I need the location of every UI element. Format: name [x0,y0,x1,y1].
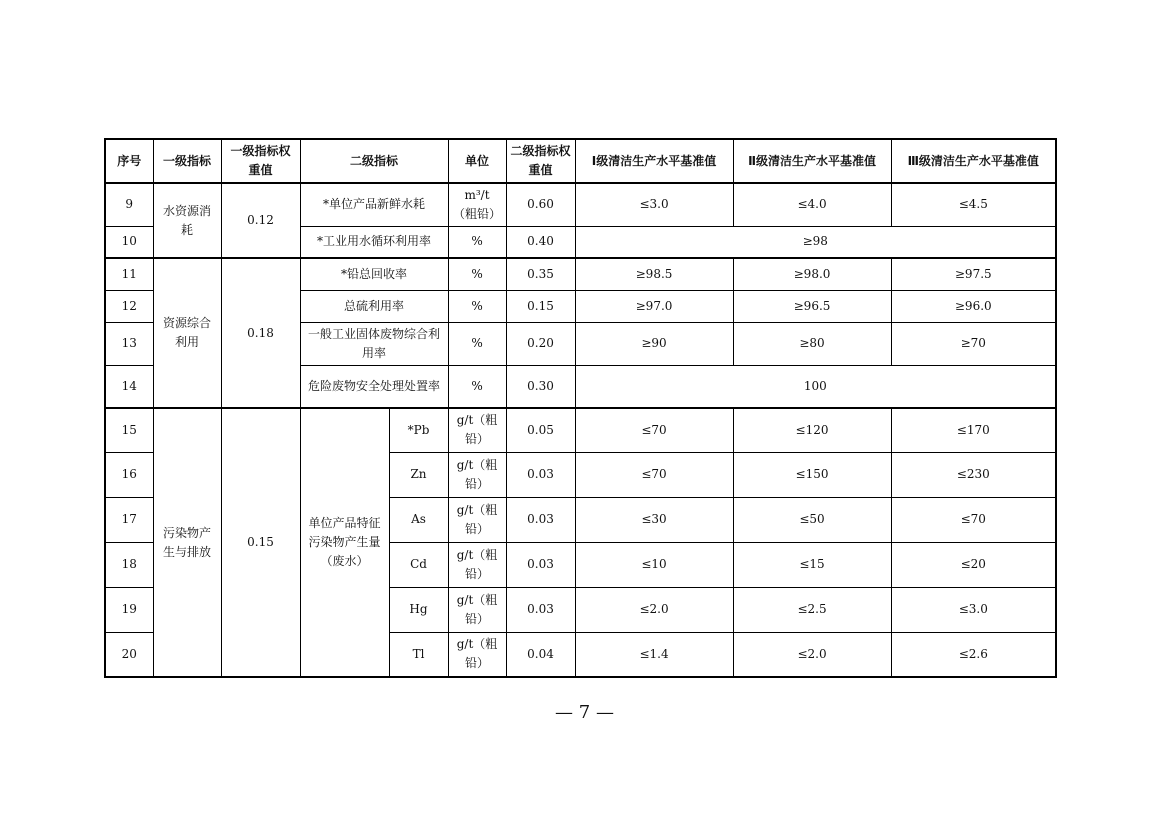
clean-production-indicator-table [104,138,1057,678]
grade3-value: ≤230 [891,452,1056,497]
row-seq: 19 [105,587,153,632]
grade1-value: ≤30 [575,497,733,542]
grade2-value: ≤2.0 [733,632,891,677]
row-seq: 17 [105,497,153,542]
grade1-value: ≥98.5 [575,258,733,290]
grade1-value: ≤1.4 [575,632,733,677]
group-water-consumption [105,183,1056,258]
header-level1-weight: 一级指标权重值 [221,139,300,183]
unit-cell: % [448,290,506,322]
row-seq: 13 [105,322,153,365]
level2-indicator: *工业用水循环利用率 [300,226,448,258]
unit-cell: g/t（粗铅） [448,632,506,677]
table-row [105,183,1056,226]
level2-weight: 0.05 [506,408,575,452]
group-resource-utilization [105,258,1056,408]
unit-cell: % [448,226,506,258]
row-seq: 11 [105,258,153,290]
merged-grade-value: 100 [575,365,1056,408]
unit-cell: g/t（粗铅） [448,587,506,632]
unit-cell: % [448,322,506,365]
level2-weight: 0.35 [506,258,575,290]
grade1-value: ≤70 [575,452,733,497]
level2-indicator: 总硫利用率 [300,290,448,322]
grade2-value: ≤150 [733,452,891,497]
header-grade2: Ⅱ级清洁生产水平基准值 [733,139,891,183]
pollutant-name: Hg [389,587,448,632]
row-seq: 15 [105,408,153,452]
grade3-value: ≤2.6 [891,632,1056,677]
grade3-value: ≤3.0 [891,587,1056,632]
header-row [105,139,1056,183]
level2-indicator: 单位产品特征污染物产生量（废水） [300,408,389,677]
grade1-value: ≤10 [575,542,733,587]
unit-cell: g/t（粗铅） [448,497,506,542]
header-grade3: Ⅲ级清洁生产水平基准值 [891,139,1056,183]
level2-weight: 0.03 [506,497,575,542]
grade1-value: ≤3.0 [575,183,733,226]
grade3-value: ≤4.5 [891,183,1056,226]
level2-indicator: *铅总回收率 [300,258,448,290]
unit-cell: % [448,365,506,408]
grade2-value: ≤50 [733,497,891,542]
page-number: — 7 — [555,702,614,723]
row-seq: 10 [105,226,153,258]
unit-cell: g/t（粗铅） [448,408,506,452]
level1-weight: 0.15 [221,408,300,677]
pollutant-name: Tl [389,632,448,677]
grade2-value: ≤15 [733,542,891,587]
unit-cell: % [448,258,506,290]
pollutant-name: As [389,497,448,542]
grade3-value: ≥97.5 [891,258,1056,290]
grade3-value: ≥70 [891,322,1056,365]
merged-grade-value: ≥98 [575,226,1056,258]
pollutant-name: *Pb [389,408,448,452]
grade2-value: ≥98.0 [733,258,891,290]
row-seq: 9 [105,183,153,226]
grade1-value: ≤70 [575,408,733,452]
level2-indicator: 一般工业固体废物综合利用率 [300,322,448,365]
header-seq: 序号 [105,139,153,183]
grade3-value: ≥96.0 [891,290,1056,322]
level1-indicator: 水资源消耗 [153,183,221,258]
grade1-value: ≥90 [575,322,733,365]
table-row [105,258,1056,290]
header-level2: 二级指标 [300,139,448,183]
row-seq: 12 [105,290,153,322]
level2-weight: 0.04 [506,632,575,677]
level2-indicator: 危险废物安全处理处置率 [300,365,448,408]
row-seq: 16 [105,452,153,497]
row-seq: 14 [105,365,153,408]
grade2-value: ≥80 [733,322,891,365]
grade3-value: ≤170 [891,408,1056,452]
grade2-value: ≥96.5 [733,290,891,322]
pollutant-name: Zn [389,452,448,497]
unit-cell: g/t（粗铅） [448,542,506,587]
header-unit: 单位 [448,139,506,183]
level2-indicator: *单位产品新鲜水耗 [300,183,448,226]
level2-weight: 0.30 [506,365,575,408]
grade3-value: ≤20 [891,542,1056,587]
level2-weight: 0.03 [506,587,575,632]
unit-cell: m³/t（粗铅） [448,183,506,226]
row-seq: 18 [105,542,153,587]
header-grade1: Ⅰ级清洁生产水平基准值 [575,139,733,183]
level1-indicator: 污染物产生与排放 [153,408,221,677]
level2-weight: 0.60 [506,183,575,226]
level2-weight: 0.15 [506,290,575,322]
level2-weight: 0.03 [506,452,575,497]
group-pollutant-emission [105,408,1056,677]
level2-weight: 0.20 [506,322,575,365]
grade1-value: ≥97.0 [575,290,733,322]
pollutant-name: Cd [389,542,448,587]
row-seq: 20 [105,632,153,677]
unit-cell: g/t（粗铅） [448,452,506,497]
grade2-value: ≤120 [733,408,891,452]
header-level1: 一级指标 [153,139,221,183]
table-row [105,408,1056,452]
level2-weight: 0.40 [506,226,575,258]
grade2-value: ≤2.5 [733,587,891,632]
grade2-value: ≤4.0 [733,183,891,226]
level1-weight: 0.18 [221,258,300,408]
level1-weight: 0.12 [221,183,300,258]
header-level2-weight: 二级指标权重值 [506,139,575,183]
grade1-value: ≤2.0 [575,587,733,632]
grade3-value: ≤70 [891,497,1056,542]
level2-weight: 0.03 [506,542,575,587]
level1-indicator: 资源综合利用 [153,258,221,408]
